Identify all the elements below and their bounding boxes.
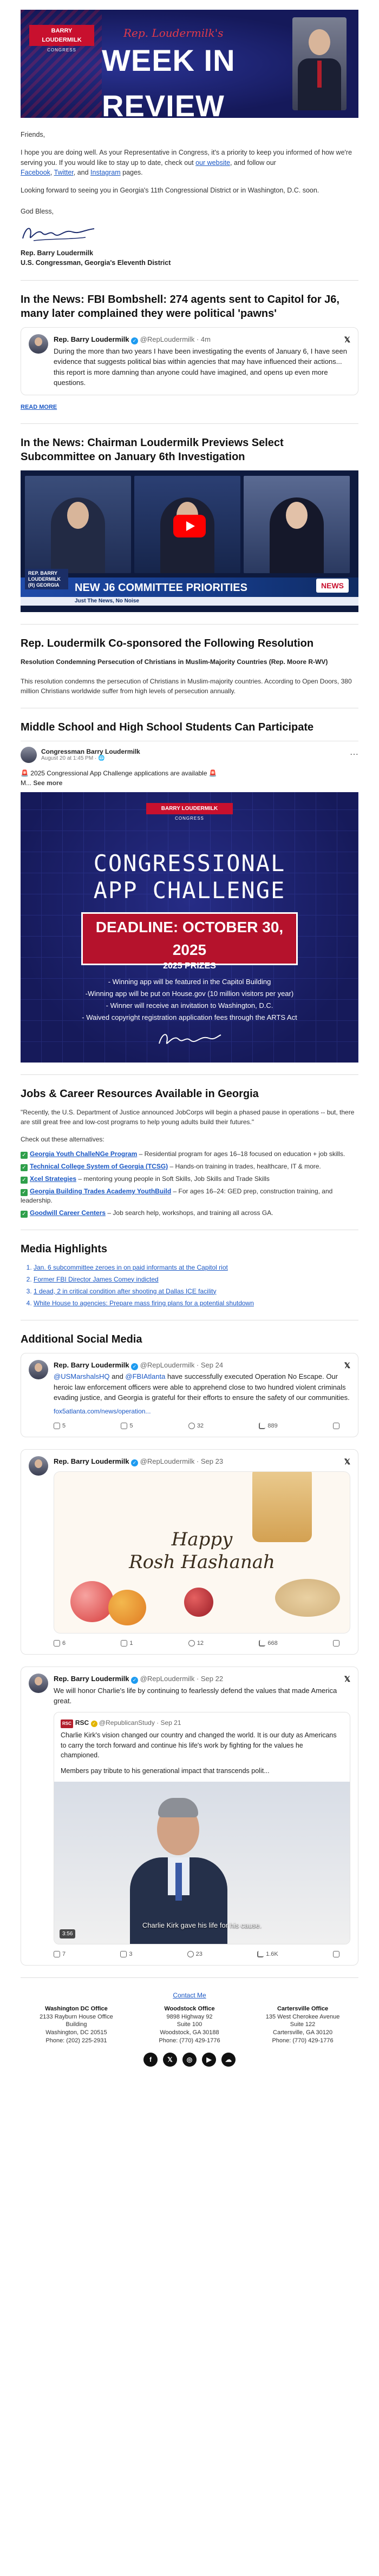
speaker-badge: REP. BARRY LOUDERMILK (R) GEORGIA <box>25 569 68 589</box>
embedded-tweet[interactable]: 𝕏 Rep. Barry Loudermilk ✓ @RepLoudermilk · Sep 22 We will honor Charlie's life by continuing to fearlessly defend the values that made America great. RSC RSC ✓ @RepublicanStudy · Sep 21 Charlie Kirk's vision changed our country and changed the world. It is our duty as Americans to carry the torch forward and continue his life's work by fighting for the values he championed. Members pay tribute to his generational impact that transcends polit... Charlie Kirk gave his life for his cause. 3:56 7 3 23 1.6K <box>21 1667 358 1966</box>
video-thumbnail[interactable] <box>21 470 358 612</box>
avatar <box>21 747 37 763</box>
play-icon[interactable] <box>173 515 206 537</box>
views-count: 1.6K <box>257 1950 278 1959</box>
social-heading: Additional Social Media <box>21 1333 142 1345</box>
avatar <box>29 1456 48 1476</box>
avatar <box>29 1360 48 1379</box>
week-in-review-banner <box>21 10 358 118</box>
facebook-icon[interactable]: f <box>143 2053 158 2067</box>
signature-role: U.S. Congressman, Georgia's Eleventh District <box>21 259 171 267</box>
verified-icon: ✓ <box>131 1363 138 1370</box>
social-links <box>21 2053 358 2067</box>
jobs-heading: Jobs & Career Resources Available in Georgia <box>21 1088 259 1100</box>
tweet-author: Rep. Barry Loudermilk <box>54 335 129 343</box>
like-button[interactable]: 23 <box>187 1950 202 1959</box>
greeting: Friends, <box>21 131 45 138</box>
video-duration: 3:56 <box>60 1929 75 1938</box>
app-challenge-title-1: CONGRESSIONAL <box>93 850 286 877</box>
checkmark-icon: ✓ <box>21 1189 28 1196</box>
checkmark-icon: ✓ <box>21 1152 28 1159</box>
verified-icon: ✓ <box>91 1721 97 1727</box>
post-date: August 20 at 1:45 PM · 🌐 <box>41 755 105 762</box>
signature <box>157 1030 222 1052</box>
x-icon: 𝕏 <box>344 1457 350 1466</box>
program-link[interactable]: Technical College System of Georgia (TCSG) <box>30 1163 168 1170</box>
verified-icon: ✓ <box>131 337 138 344</box>
checkmark-icon: ✓ <box>21 1211 28 1218</box>
video-ticker: Just The News, No Noise <box>75 598 139 604</box>
embedded-tweet[interactable]: 𝕏 Rep. Barry Loudermilk ✓ @RepLoudermilk · Sep 23 Happy Rosh Hashanah 6 1 12 668 <box>21 1449 358 1655</box>
post-author: Congressman Barry Loudermilk <box>41 747 140 755</box>
loudermilk-logo: BARRY LOUDERMILK CONGRESS <box>29 25 94 57</box>
checkmark-icon: ✓ <box>21 1164 28 1171</box>
contact-me-link[interactable]: Contact Me <box>173 1991 206 2000</box>
x-icon: 𝕏 <box>344 1360 350 1370</box>
banner-title: WEEK IN REVIEW <box>102 43 236 118</box>
x-icon[interactable]: 𝕏 <box>163 2053 177 2067</box>
office-washington: Washington DC Office 2133 Rayburn House Office Building Washington, DC 20515 Phone: (202) 225-2931 <box>40 2005 113 2044</box>
program-link[interactable]: Georgia Youth ChalleNGe Program <box>30 1150 138 1158</box>
rosh-hashanah-image: Happy Rosh Hashanah <box>54 1471 350 1634</box>
views-count: 889 <box>259 1422 277 1431</box>
embedded-tweet[interactable] <box>21 327 358 395</box>
x-icon: 𝕏 <box>344 335 350 344</box>
congressman-photo <box>292 17 347 110</box>
resolution-heading: Rep. Loudermilk Co-sponsored the Following Resolution <box>21 638 314 649</box>
list-item: ✓ Goodwill Career Centers – Job search help, workshops, and training all across GA. <box>21 1209 358 1218</box>
verified-icon: ✓ <box>131 1459 138 1466</box>
avatar <box>29 334 48 354</box>
resolution-title: Resolution Condemning Persecution of Christians in Muslim-Majority Countries (Rep. Moore R-WV) <box>21 658 328 666</box>
like-button[interactable]: 32 <box>188 1422 204 1431</box>
embedded-tweet[interactable]: 𝕏 Rep. Barry Loudermilk ✓ @RepLoudermilk · Sep 24 @USMarshalsHQ and @FBIAtlanta have successfully executed Operation No Escape. Our heroic law enforcement officers were able to apprehend close to two hundred violent criminals evading justice, and Georgia is grateful for their efforts to ensure the safety of our communities. fox5atlanta.com/news/operation... 5 5 32 889 <box>21 1353 358 1438</box>
list-item: ✓ Georgia Building Trades Academy YouthBuild – For ages 16–24: GED prep, construction training, and leadership. <box>21 1187 333 1204</box>
share-icon[interactable] <box>333 1950 342 1959</box>
office-list <box>21 2005 358 2045</box>
podcast-icon[interactable]: ☁ <box>221 2053 236 2067</box>
loudermilk-logo: BARRY LOUDERMILK CONGRESS <box>146 803 233 822</box>
youtube-icon[interactable]: ▶ <box>202 2053 216 2067</box>
x-icon: 𝕏 <box>344 1675 350 1684</box>
prizes-list: - Winning app will be featured in the Capitol Building -Winning app will be put on House.gov (10 million visitors per year) - Winner will receive an invitation to Washington, D.C. - Waived copyright registration application fees through the ARTS Act <box>82 978 297 1022</box>
jobs-intro: Check out these alternatives: <box>21 1136 104 1143</box>
jobs-list <box>21 1150 358 1218</box>
media-heading: Media Highlights <box>21 1243 107 1255</box>
intro-paragraph-2: Looking forward to seeing you in Georgia's 11th Congressional District or in Washington, D.C. soon. <box>21 187 319 194</box>
tweet-stats <box>54 1422 350 1431</box>
read-more-link[interactable]: READ MORE <box>21 403 57 410</box>
media-link[interactable]: 3. 1 dead, 2 in critical condition after shooting at Dallas ICE facility <box>34 1286 358 1296</box>
facebook-link[interactable]: Facebook <box>21 169 50 177</box>
tweet-link[interactable]: fox5atlanta.com/news/operation... <box>54 1407 151 1415</box>
views-count: 668 <box>259 1639 277 1648</box>
instagram-icon[interactable]: ◎ <box>182 2053 197 2067</box>
media-link[interactable]: 4. White House to agencies: Prepare mass firing plans for a potential shutdown <box>34 1298 358 1308</box>
tweet-text: During the more than two years I have been investigating the events of January 6, I have seen evidence that suggests political bias within agencies that may have influenced their actions... this report is more damning than anyone could have imagined, and opens up even more questions. <box>54 347 347 387</box>
retweet-button[interactable]: 5 <box>121 1422 133 1431</box>
share-icon[interactable] <box>333 1639 342 1648</box>
network-logo: NEWS <box>316 579 349 593</box>
news1-heading: In the News: FBI Bombshell: 274 agents sent to Capitol for J6, many later complained they were political 'pawns' <box>21 294 339 320</box>
share-icon[interactable] <box>333 1422 342 1431</box>
jobs-quote: "Recently, the U.S. Department of Justice announced JobCorps will begin a phased pause in operations -- but, there are still great free and low-cost programs to help young adults build their futures." <box>21 1108 355 1126</box>
quoted-text: Charlie Kirk's vision changed our country and changed the world. It is our duty as Americans to carry the torch forward and continue his life's work by fighting for the values he championed. Members pay tribute to his generational impact that transcends polit... <box>61 1731 337 1775</box>
post-text: 🚨 2025 Congressional App Challenge applications are available 🚨 <box>21 769 217 777</box>
media-list <box>34 1263 358 1308</box>
news2-heading: In the News: Chairman Loudermilk Previews Select Subcommittee on January 6th Investigation <box>21 437 284 463</box>
tweet-text: We will honor Charlie's life by continuing to fearlessly defend the values that made America great. <box>54 1686 337 1705</box>
tweet-handle: @RepLoudermilk · 4m <box>140 335 211 343</box>
tweet-stats <box>54 1950 350 1959</box>
office-woodstock: Woodstock Office 9898 Highway 92 Suite 100 Woodstock, GA 30188 Phone: (770) 429-1776 <box>159 2005 220 2044</box>
website-link[interactable]: our website <box>195 158 231 167</box>
see-more-link[interactable]: See more <box>33 779 63 787</box>
app-challenge-image <box>21 792 358 1063</box>
quoted-video[interactable] <box>54 1782 350 1944</box>
app-challenge-title-2: APP CHALLENGE <box>93 877 286 904</box>
media-link[interactable]: 1. Jan. 6 subcommittee zeroes in on paid informants at the Capitol riot <box>34 1263 358 1272</box>
instagram-link[interactable]: Instagram <box>90 169 121 177</box>
list-item: ✓ Georgia Youth ChalleNGe Program – Residential program for ages 16–18 focused on education + job skills. <box>21 1150 358 1159</box>
closing: God Bless, <box>21 207 54 215</box>
verified-icon: ✓ <box>131 1677 138 1684</box>
signature <box>21 222 358 244</box>
retweet-button[interactable]: 1 <box>121 1639 133 1648</box>
reply-button[interactable]: 6 <box>54 1639 66 1648</box>
reply-button[interactable]: 7 <box>54 1950 66 1959</box>
like-button[interactable]: 12 <box>188 1639 204 1648</box>
divider <box>21 624 358 625</box>
divider <box>21 423 358 424</box>
divider <box>21 280 358 281</box>
checkmark-icon: ✓ <box>21 1177 28 1184</box>
quoted-tweet[interactable]: RSC RSC ✓ @RepublicanStudy · Sep 21 Charlie Kirk's vision changed our country and changed the world. It is our duty as Americans to carry the torch forward and continue his life's work by fighting for the values he championed. Members pay tribute to his generational impact that transcends polit... Charlie Kirk gave his life for his cause. 3:56 <box>54 1712 350 1944</box>
banner-kicker: Rep. Loudermilk's <box>123 26 224 39</box>
students-heading: Middle School and High School Students Can Participate <box>21 721 314 733</box>
deadline-banner: DEADLINE: OCTOBER 30, 2025 <box>81 912 298 965</box>
signature-name: Rep. Barry Loudermilk <box>21 249 94 257</box>
tweet-stats <box>54 1639 350 1648</box>
video-lower-third: NEW J6 COMMITTEE PRIORITIES <box>75 582 247 594</box>
avatar <box>29 1674 48 1693</box>
retweet-button[interactable]: 3 <box>120 1950 132 1959</box>
video-caption: Charlie Kirk gave his life for his cause. <box>142 1921 262 1930</box>
tweet-text: @USMarshalsHQ and @FBIAtlanta have successfully executed Operation No Escape. Our heroic law enforcement officers were able to apprehend close to two hundred violent criminals evading justice, and Georgia is grateful for their efforts to ensure the safety of our communities. <box>54 1372 350 1402</box>
facebook-post[interactable]: Congressman Barry Loudermilk August 20 at 1:45 PM · 🌐 ⋯ 🚨 2025 Congressional App Challenge applications are available 🚨 M... See more BARRY LOUDERMILK CONGRESS CONGRESSIONAL APP CHALLENGE DEADLINE: OCTOBER 30, 2025 2025 PRIZES - Winning app will be featured in the Capitol Building -Winning app will be put on House.gov (10 million visitors per year) - Winner will receive an invitation to Washington, D.C. - Waived copyright registration application fees through the ARTS Act <box>21 741 358 1063</box>
intro-paragraph: I hope you are doing well. As your Representative in Congress, it's a priority to keep you informed of how we're serving you. If you would like to stay up to date, check out our website, and follow our Facebook, Twitter, and Instagram pages. <box>21 148 352 177</box>
reply-button[interactable]: 5 <box>54 1422 66 1431</box>
list-item: ✓ Technical College System of Georgia (TCSG) – Hands-on training in trades, healthcare, IT & more. <box>21 1162 358 1171</box>
office-cartersville: Cartersville Office 135 West Cherokee Avenue Suite 122 Cartersville, GA 30120 Phone: (770) 429-1776 <box>265 2005 340 2044</box>
prizes-title: 2025 PRIZES <box>163 961 216 971</box>
program-link[interactable]: Georgia Building Trades Academy YouthBuild <box>30 1187 172 1195</box>
more-options-icon[interactable]: ⋯ <box>350 750 358 759</box>
resolution-body: This resolution condemns the persecution of Christians in Muslim-majority countries. According to Open Doors, 380 million Christians worldwide suffer from high levels of persecution annually. <box>21 678 352 695</box>
list-item: ✓ Xcel Strategies – mentoring young people in Soft Skills, Job Skills and Trade Skills <box>21 1174 358 1184</box>
media-link[interactable]: 2. Former FBI Director James Comey indicted <box>34 1274 358 1284</box>
program-link[interactable]: Goodwill Career Centers <box>30 1209 106 1217</box>
twitter-link[interactable]: Twitter <box>54 169 74 177</box>
divider <box>21 1977 358 1978</box>
program-link[interactable]: Xcel Strategies <box>30 1175 77 1183</box>
divider <box>21 1074 358 1075</box>
rsc-logo: RSC <box>61 1719 73 1728</box>
